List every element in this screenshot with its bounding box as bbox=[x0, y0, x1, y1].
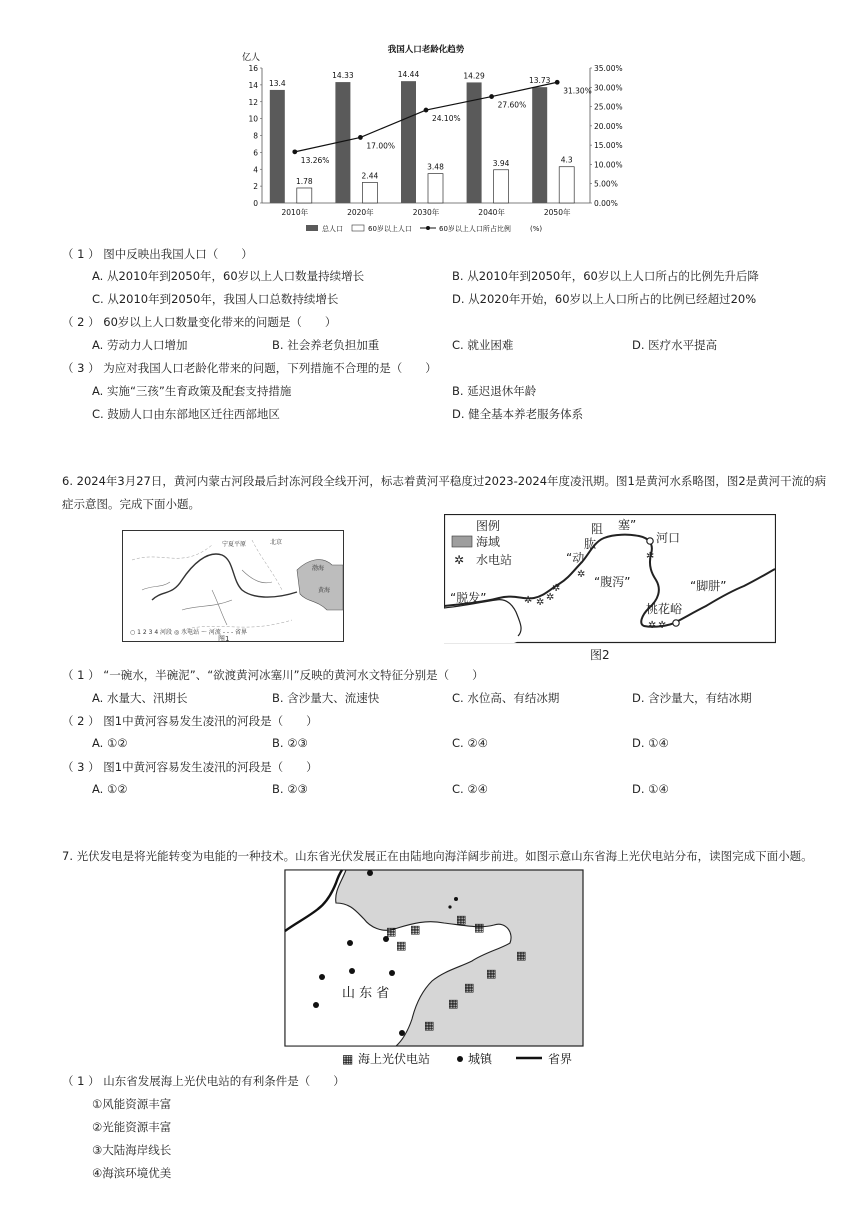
bar-total-label: 14.44 bbox=[397, 70, 420, 80]
fig2-legend-title: 图例 bbox=[476, 519, 501, 533]
y-left-tick-label: 14 bbox=[248, 80, 258, 90]
fig2-legend-station-icon: ✲ bbox=[454, 553, 465, 567]
bar-total-label: 14.29 bbox=[463, 71, 485, 81]
q6-sub3-option-a[interactable]: A. ①② bbox=[92, 782, 128, 796]
svg-text:▦: ▦ bbox=[456, 913, 467, 926]
map-label-shandong: 山 东 省 bbox=[342, 986, 390, 1001]
bar-elderly-population bbox=[559, 167, 574, 203]
bar-elderly-label: 3.94 bbox=[492, 158, 510, 168]
legend-elderly-swatch bbox=[352, 225, 364, 231]
pv-station-icon: ▦ bbox=[342, 1052, 354, 1066]
legend-ratio-point bbox=[426, 226, 430, 230]
q5-sub3-option-b[interactable]: B. 延迟退休年龄 bbox=[452, 384, 537, 398]
y-right-tick-label: 25.00% bbox=[594, 102, 623, 112]
svg-text:▦: ▦ bbox=[396, 939, 407, 952]
x-tick-label: 2020年 bbox=[347, 208, 374, 217]
yellow-river-map-fig1 bbox=[122, 530, 344, 642]
elderly-ratio-point bbox=[292, 149, 297, 154]
fig2-station-icon: ✲ bbox=[524, 595, 533, 606]
bar-elderly-label: 3.48 bbox=[427, 162, 444, 172]
q6-intro-line2: 症示意图。完成下面小题。 bbox=[62, 497, 200, 511]
fig2-label-taohuayu: 桃花峪 bbox=[646, 602, 683, 616]
svg-text:▦: ▦ bbox=[410, 923, 421, 936]
q6-sub1-option-d[interactable]: D. 含沙量大，有结冰期 bbox=[632, 691, 752, 705]
q5-sub1-option-c[interactable]: C. 从2010年到2050年，我国人口总数持续增长 bbox=[92, 292, 339, 306]
fig2-label-sai: 塞” bbox=[618, 518, 637, 532]
y-right-tick-label: 35.00% bbox=[594, 64, 623, 73]
q7-sub1-item-4[interactable]: ④海滨环境优美 bbox=[92, 1166, 172, 1180]
q7-sub1-item-1[interactable]: ①风能资源丰富 bbox=[92, 1097, 172, 1111]
bar-elderly-population bbox=[428, 174, 443, 203]
y-left-tick-label: 16 bbox=[248, 64, 258, 73]
y-right-tick-label: 0.00% bbox=[594, 199, 618, 208]
svg-text:▦: ▦ bbox=[448, 997, 459, 1010]
bar-total-population bbox=[401, 81, 416, 203]
q6-sub2-stem: （ 2 ） 图1中黄河容易发生凌汛的河段是（ ） bbox=[62, 714, 318, 728]
y-left-tick-label: 10 bbox=[248, 114, 258, 124]
q7-sub1-item-2[interactable]: ②光能资源丰富 bbox=[92, 1120, 172, 1134]
x-tick-label: 2040年 bbox=[478, 208, 505, 217]
svg-text:▦: ▦ bbox=[474, 921, 485, 934]
fig2-station-icon: ✲ bbox=[552, 583, 561, 594]
q6-sub3-option-b[interactable]: B. ②③ bbox=[272, 782, 308, 796]
elderly-ratio-point bbox=[555, 80, 560, 85]
y-right-tick-label: 10.00% bbox=[594, 160, 623, 170]
fig2-label-tuofa: “脱发” bbox=[450, 591, 487, 605]
bar-elderly-population bbox=[297, 188, 312, 203]
q6-sub2-option-d[interactable]: D. ①④ bbox=[632, 736, 669, 750]
q6-sub1-option-c[interactable]: C. 水位高、有结冰期 bbox=[452, 691, 560, 705]
q5-sub3-option-c[interactable]: C. 鼓励人口由东部地区迁往西部地区 bbox=[92, 407, 280, 421]
bar-elderly-population bbox=[494, 170, 509, 203]
legend-total: 总人口 bbox=[322, 225, 343, 233]
bar-elderly-label: 2.44 bbox=[361, 171, 379, 181]
q7-sub1-item-3[interactable]: ③大陆海岸线长 bbox=[92, 1143, 172, 1157]
legend-border: 省界 bbox=[548, 1052, 573, 1066]
q5-sub1-option-d[interactable]: D. 从2020年开始，60岁以上人口所占的比例已经超过20% bbox=[452, 292, 757, 306]
y-left-tick-label: 2 bbox=[253, 182, 258, 192]
y-left-tick-label: 4 bbox=[253, 165, 258, 175]
q6-sub3-stem: （ 3 ） 图1中黄河容易发生凌汛的河段是（ ） bbox=[62, 760, 318, 774]
fig2-station-icon: ✲ bbox=[648, 620, 657, 631]
bar-elderly-label: 4.3 bbox=[560, 155, 573, 165]
chart-title: 我国人口老龄化趋势 bbox=[387, 45, 465, 55]
elderly-ratio-point bbox=[424, 108, 429, 113]
y-left-tick-label: 6 bbox=[253, 148, 258, 158]
fig2-label-dong: “动 bbox=[566, 551, 585, 565]
x-tick-label: 2050年 bbox=[543, 208, 571, 217]
q5-sub2-option-b[interactable]: B. 社会养老负担加重 bbox=[272, 338, 380, 352]
fig1-caption: 图1 bbox=[218, 635, 230, 642]
legend-elderly: 60岁以上人口 bbox=[368, 225, 412, 233]
legend-pv-station: 海上光伏电站 bbox=[358, 1052, 431, 1066]
fig2-label-hekou: 河口 bbox=[656, 531, 681, 545]
y-left-tick-label: 0 bbox=[253, 199, 258, 208]
q5-sub3-stem: （ 3 ） 为应对我国人口老龄化带来的问题，下列措施不合理的是（ ） bbox=[62, 361, 437, 375]
q5-sub3-option-a[interactable]: A. 实施“三孩”生育政策及配套支持措施 bbox=[92, 384, 292, 398]
yellow-river-sketch-fig2 bbox=[444, 514, 776, 644]
q6-sub1-option-b[interactable]: B. 含沙量大、流速快 bbox=[272, 691, 380, 705]
fig2-legend-sea-swatch bbox=[452, 536, 472, 547]
town-icon bbox=[457, 1056, 463, 1062]
fig2-station-icon: ✲ bbox=[577, 569, 586, 580]
x-tick-label: 2030年 bbox=[412, 208, 440, 217]
q5-sub1-option-b[interactable]: B. 从2010年到2050年，60岁以上人口所占的比例先升后降 bbox=[452, 269, 759, 283]
fig2-label-jiaogeng: “脚肼” bbox=[690, 579, 727, 593]
x-tick-label: 2010年 bbox=[281, 208, 309, 217]
fig2-station-icon: ✲ bbox=[658, 620, 667, 631]
svg-text:▦: ▦ bbox=[386, 925, 397, 938]
fig1-label-beijing: 北京 bbox=[270, 539, 283, 546]
q6-sub1-option-a[interactable]: A. 水量大、汛期长 bbox=[92, 691, 188, 705]
fig2-legend-station: 水电站 bbox=[476, 553, 513, 567]
elderly-ratio-point bbox=[358, 135, 363, 140]
fig1-label-huanghai: 黄海 bbox=[318, 587, 331, 594]
bar-total-label: 14.33 bbox=[332, 71, 354, 81]
svg-text:▦: ▦ bbox=[464, 981, 475, 994]
fig2-label-gen: 肱 bbox=[584, 537, 597, 551]
shandong-pv-map bbox=[284, 869, 586, 1069]
q5-sub2-stem: （ 2 ） 60岁以上人口数量变化带来的问题是（ ） bbox=[62, 315, 337, 329]
y-right-tick-label: 5.00% bbox=[594, 179, 618, 189]
elderly-ratio-label: 27.60% bbox=[497, 100, 527, 110]
fig2-station-icon: ✲ bbox=[646, 551, 655, 562]
q5-sub2-option-a[interactable]: A. 劳动力人口增加 bbox=[92, 338, 188, 352]
y-left-unit: 亿人 bbox=[242, 53, 261, 63]
fig1-label-ningxia: 宁夏平原 bbox=[222, 541, 247, 548]
elderly-ratio-point bbox=[489, 94, 494, 99]
q5-sub2-option-c[interactable]: C. 就业困难 bbox=[452, 338, 514, 352]
y-right-tick-label: 20.00% bbox=[594, 121, 623, 131]
elderly-ratio-label: 31.30% bbox=[563, 86, 592, 96]
elderly-ratio-label: 13.26% bbox=[300, 155, 330, 165]
legend-total-swatch bbox=[306, 225, 318, 231]
bar-elderly-population bbox=[362, 182, 377, 203]
q5-sub2-option-d[interactable]: D. 医疗水平提高 bbox=[632, 338, 718, 352]
q5-sub3-option-d[interactable]: D. 健全基本养老服务体系 bbox=[452, 407, 584, 421]
y-left-tick-label: 8 bbox=[253, 131, 258, 141]
q6-intro-line1: 6. 2024年3月27日，黄河内蒙古河段最后封冻河段全线开河，标志着黄河平稳度过2023-2024年度凌汛期。图1是黄河水系略图，图2是黄河干流的病 bbox=[62, 474, 827, 488]
fig1-legend: ○ 1 2 3 4 河段 ◎ 水电站 ～ 河流 - - - 省界 bbox=[130, 629, 248, 636]
y-right-tick-label: 30.00% bbox=[594, 83, 623, 93]
bar-total-population bbox=[270, 90, 285, 203]
elderly-ratio-label: 17.00% bbox=[366, 141, 396, 151]
fig2-caption: 图2 bbox=[590, 648, 610, 662]
q6-sub2-option-b[interactable]: B. ②③ bbox=[272, 736, 308, 750]
svg-text:▦: ▦ bbox=[516, 949, 527, 962]
q6-sub3-option-d[interactable]: D. ①④ bbox=[632, 782, 669, 796]
q7-sub1-stem: （ 1 ） 山东省发展海上光伏电站的有利条件是（ ） bbox=[62, 1074, 345, 1088]
fig2-hekou-point bbox=[647, 538, 653, 544]
bar-total-label: 13.4 bbox=[268, 78, 286, 88]
fig2-legend-sea: 海域 bbox=[476, 535, 501, 549]
svg-text:▦: ▦ bbox=[424, 1019, 435, 1032]
q6-sub2-option-a[interactable]: A. ①② bbox=[92, 736, 128, 750]
svg-text:▦: ▦ bbox=[486, 967, 497, 980]
legend-ratio: 60岁以上人口所占比例 bbox=[439, 225, 511, 233]
bar-total-population bbox=[532, 87, 547, 203]
legend-suffix: (%) bbox=[530, 225, 543, 233]
elderly-ratio-label: 24.10% bbox=[432, 114, 461, 124]
fig2-label-fuxie: “腹泻” bbox=[594, 575, 631, 589]
q6-sub3-option-c[interactable]: C. ②④ bbox=[452, 782, 488, 796]
fig2-station-icon: ✲ bbox=[546, 592, 555, 603]
q5-sub1-stem: （ 1 ） 图中反映出我国人口（ ） bbox=[62, 247, 253, 261]
y-right-tick-label: 15.00% bbox=[594, 141, 623, 151]
bar-elderly-label: 1.78 bbox=[295, 176, 313, 186]
q6-sub2-option-c[interactable]: C. ②④ bbox=[452, 736, 488, 750]
elderly-ratio-line bbox=[295, 82, 557, 152]
population-aging-chart bbox=[240, 40, 640, 240]
q7-intro: 7. 光伏发电是将光能转变为电能的一种技术。山东省光伏发展正在由陆地向海洋阔步前进。如图示意山东省海上光伏电站分布，读图完成下面小题。 bbox=[62, 849, 813, 863]
fig2-station-icon: ✲ bbox=[536, 597, 545, 608]
fig1-label-bohai: 渤海 bbox=[312, 565, 325, 572]
bar-total-label: 13.73 bbox=[528, 76, 551, 86]
legend-town: 城镇 bbox=[468, 1052, 493, 1066]
q5-sub1-option-a[interactable]: A. 从2010年到2050年，60岁以上人口数量持续增长 bbox=[92, 269, 365, 283]
fig2-label-zu: 阻 bbox=[591, 522, 604, 536]
y-left-tick-label: 12 bbox=[248, 97, 258, 107]
fig2-taohuayu-point bbox=[673, 620, 679, 626]
q6-sub1-stem: （ 1 ） “一碗水，半碗泥”、“欲渡黄河冰塞川”反映的黄河水文特征分别是（ ） bbox=[62, 668, 484, 682]
